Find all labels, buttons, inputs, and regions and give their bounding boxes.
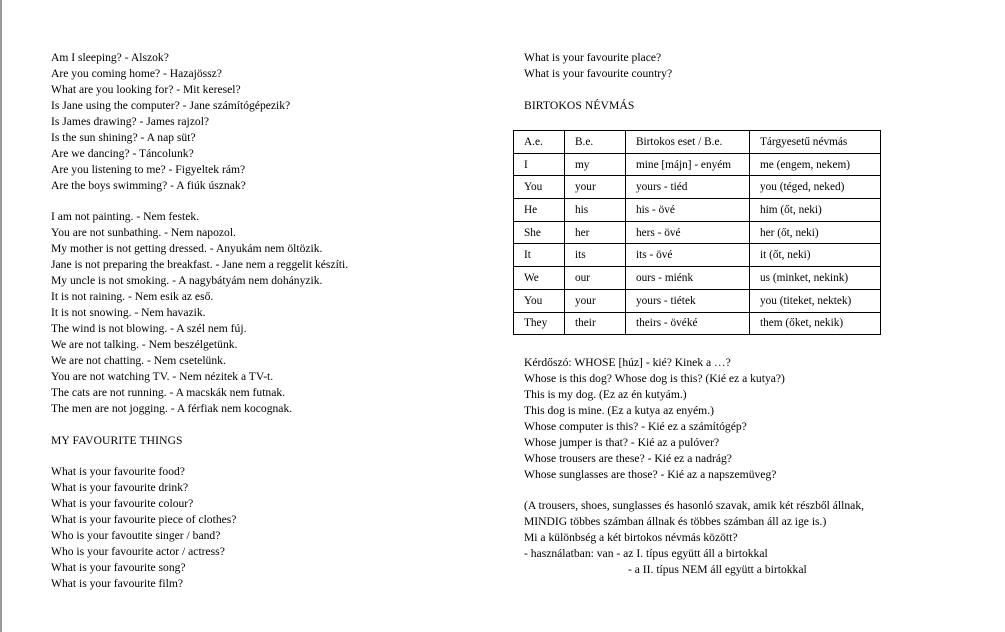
table-cell: her: [565, 221, 626, 244]
list-item: Are you coming home? - Hazajössz?: [51, 66, 222, 80]
table-header-cell: Birtokos eset / B.e.: [626, 131, 750, 154]
list-item: Who is your favourite actor / actress?: [51, 545, 225, 559]
notes-section: [524, 498, 994, 578]
table-header-cell: Tárgyesetű névmás: [750, 131, 881, 154]
table-cell: us (minket, nekink): [750, 267, 881, 290]
list-item: (A trousers, shoes, sunglasses és hasonló szavak, amik két részből állnak,: [524, 499, 865, 513]
table-cell: They: [514, 312, 565, 335]
list-item: It is not raining. - Nem esik az eső.: [51, 290, 214, 304]
table-cell: my: [565, 153, 626, 176]
table-row: [514, 199, 881, 222]
list-item: My uncle is not smoking. - A nagybátyám nem dohányzik.: [51, 274, 323, 288]
table-row: [514, 312, 881, 335]
left-column: [51, 50, 471, 592]
list-item: Are you listening to me? - Figyeltek rám?: [51, 162, 246, 176]
list-item: What is your favourite drink?: [51, 481, 189, 495]
list-item: What is your favourite piece of clothes?: [51, 513, 237, 527]
table-cell: its - övé: [626, 244, 750, 267]
list-item: We are not chatting. - Nem csetelünk.: [51, 353, 226, 367]
list-item: Whose is this dog? Whose dog is this? (Kié ez a kutya?): [524, 371, 785, 385]
list-item: Are we dancing? - Táncolunk?: [51, 146, 194, 160]
table-row: [514, 289, 881, 312]
table-cell: You: [514, 289, 565, 312]
table-cell: your: [565, 289, 626, 312]
list-item: What is your favourite country?: [524, 66, 673, 80]
list-item: What are you looking for? - Mit keresel?: [51, 82, 241, 96]
table-cell: We: [514, 267, 565, 290]
table-cell: his: [565, 199, 626, 222]
table-header-cell: B.e.: [565, 131, 626, 154]
list-item: The men are not jogging. - A férfiak nem kocognak.: [51, 401, 293, 415]
table-cell: You: [514, 176, 565, 199]
list-item: I am not painting. - Nem festek.: [51, 210, 200, 224]
table-cell: mine [májn] - enyém: [626, 153, 750, 176]
table-cell: its: [565, 244, 626, 267]
list-item: Whose jumper is that? - Kié az a pulóver?: [524, 435, 720, 449]
list-item: What is your favourite song?: [51, 561, 186, 574]
pronoun-table: [513, 130, 881, 335]
table-cell: yours - tiétek: [626, 289, 750, 312]
table-row: [514, 267, 881, 290]
table-cell: our: [565, 267, 626, 290]
list-item: The cats are not running. - A macskák nem futnak.: [51, 385, 286, 399]
table-header-row: [514, 131, 881, 154]
list-item: Mi a különbség a két birtokos névmás között?: [524, 531, 738, 545]
list-item: Whose computer is this? - Kié ez a számítógép?: [524, 419, 747, 433]
list-item: What is your favourite colour?: [51, 497, 194, 511]
table-cell: your: [565, 176, 626, 199]
table-cell: He: [514, 199, 565, 222]
table-header-cell: A.e.: [514, 131, 565, 154]
list-item: Who is your favoutite singer / band?: [51, 529, 221, 543]
table-cell: I: [514, 153, 565, 176]
table-row: [514, 221, 881, 244]
list-item: You are not sunbathing. - Nem napozol.: [51, 226, 236, 240]
table-cell: it (őt, neki): [750, 244, 881, 267]
table-cell: theirs - övéké: [626, 312, 750, 335]
right-column-top: [524, 50, 994, 114]
list-item: Am I sleeping? - Alszok?: [51, 51, 169, 64]
list-item: What is your favourite film?: [51, 576, 183, 590]
list-item: - a II. típus NEM áll együtt a birtokkal: [628, 563, 807, 577]
table-cell: his - övé: [626, 199, 750, 222]
list-item: Is the sun shining? - A nap süt?: [51, 130, 196, 144]
list-item: Is Jane using the computer? - Jane számítógépezik?: [51, 98, 291, 112]
question-list: [51, 50, 471, 193]
page-edge: [0, 0, 2, 632]
table-cell: you (titeket, nektek): [750, 289, 881, 312]
table-cell: their: [565, 312, 626, 335]
list-item: The wind is not blowing. - A szél nem fúj.: [51, 321, 247, 335]
table-row: [514, 176, 881, 199]
table-cell: him (őt, neki): [750, 199, 881, 222]
right-column-bottom: [524, 355, 994, 578]
list-item: Jane is not preparing the breakfast. - Jane nem a reggelit készíti.: [51, 258, 349, 272]
list-item: This dog is mine. (Ez a kutya az enyém.): [524, 403, 714, 417]
pronoun-heading: BIRTOKOS NÉVMÁS: [524, 98, 635, 112]
list-item: Whose sunglasses are those? - Kié az a napszemüveg?: [524, 467, 777, 481]
list-item: We are not talking. - Nem beszélgetünk.: [51, 337, 238, 351]
list-item: It is not snowing. - Nem havazik.: [51, 306, 206, 319]
list-item: Is James drawing? - James rajzol?: [51, 114, 210, 128]
list-item: You are not watching TV. - Nem nézitek a TV-t.: [51, 369, 274, 383]
list-item: Kérdőszó: WHOSE [húz] - kié? Kinek a …?: [524, 356, 731, 369]
table-cell: She: [514, 221, 565, 244]
list-item: Whose trousers are these? - Kié ez a nadrág?: [524, 451, 732, 465]
list-item: What is your favourite food?: [51, 465, 185, 479]
list-item: MINDIG többes számban állnak és többes számban áll az ige is.): [524, 515, 827, 529]
table-cell: ours - miénk: [626, 267, 750, 290]
favourites-list: [51, 464, 471, 592]
list-item: My mother is not getting dressed. - Anyukám nem öltözik.: [51, 242, 323, 256]
table-cell: hers - övé: [626, 221, 750, 244]
table-row: [514, 244, 881, 267]
list-item: What is your favourite place?: [524, 51, 662, 64]
list-item: - használatban: van - az I. típus együtt áll a birtokkal: [524, 547, 768, 561]
table-cell: her (őt, neki): [750, 221, 881, 244]
table-cell: yours - tiéd: [626, 176, 750, 199]
table-cell: you (téged, neked): [750, 176, 881, 199]
favourites-heading: MY FAVOURITE THINGS: [51, 433, 183, 447]
table-cell: them (őket, nekik): [750, 312, 881, 335]
list-item: This is my dog. (Ez az én kutyám.): [524, 387, 687, 401]
list-item: Are the boys swimming? - A fiúk úsznak?: [51, 178, 246, 192]
whose-section: [524, 355, 994, 483]
table-row: [514, 153, 881, 176]
table-cell: It: [514, 244, 565, 267]
table-cell: me (engem, nekem): [750, 153, 881, 176]
negative-list: [51, 209, 471, 416]
